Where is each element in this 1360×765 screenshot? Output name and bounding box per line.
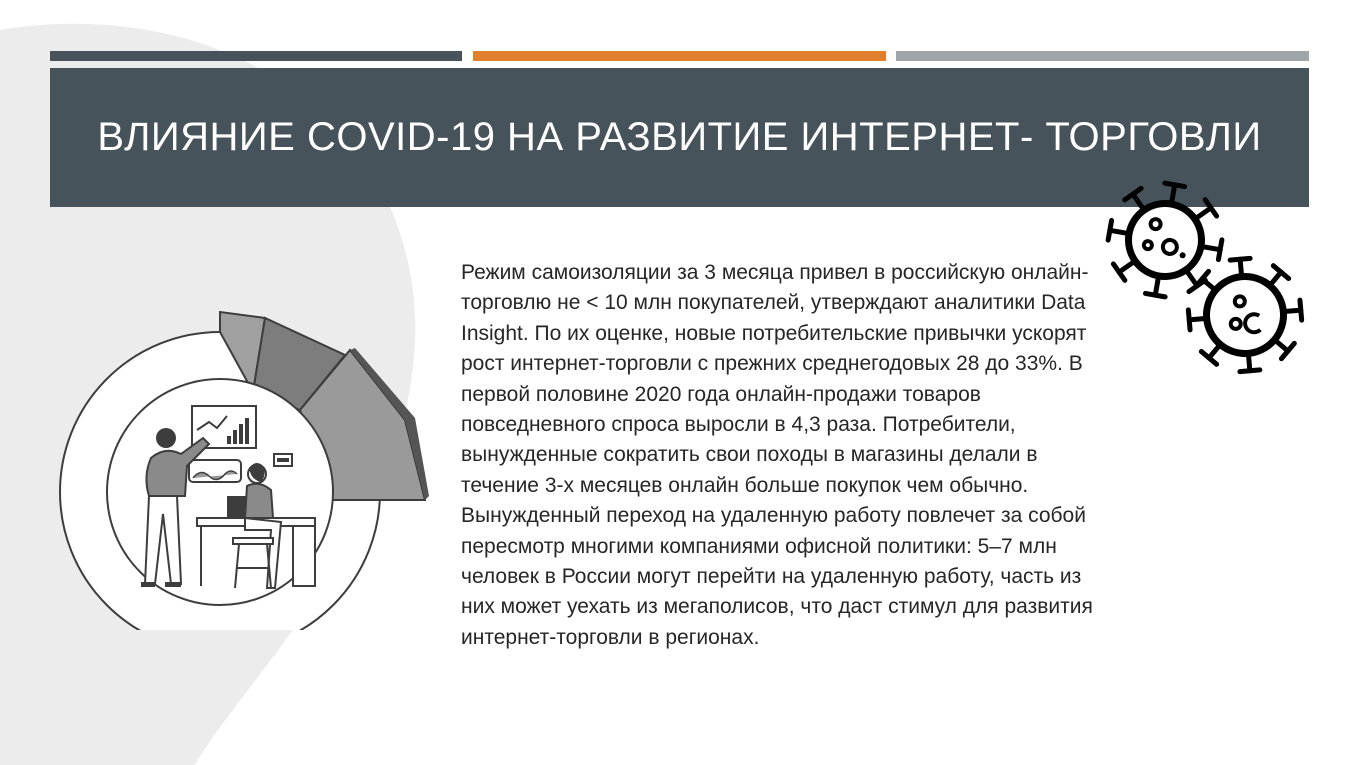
top-bar-orange [473,51,886,61]
virus-icons [1095,170,1320,390]
top-bar-grey [896,51,1309,61]
top-bar-dark [50,51,462,61]
analytics-illustration [55,310,430,630]
virus-icon [1184,254,1305,375]
body-paragraph: Режим самоизоляции за 3 месяца привел в российскую онлайн-торговлю не < 10 млн покупателей, утверждают аналитики Data Insight. По их оценке, новые потребительские привычки ускорят рост интернет-торговли с прежних среднегодовых 28 до 33%. В первой половине 2020 года онлайн-продажи товаров повседневного спроса выросли в 4,3 раза. Потребители, вынужденные сократить свои походы в магазины делали в течение 3-х месяцев онлайн больше покупок чем обычно. Вынужденный переход на удаленную работу повлечет за собой пересмотр многими компаниями офисной политики: 5–7 млн человек в России могут перейти на удаленную работу, часть из них может уехать из мегаполисов, что даст стимул для развития интернет-торговли в регионах. [461,261,1093,649]
slide-title: ВЛИЯНИЕ COVID-19 НА РАЗВИТИЕ ИНТЕРНЕТ- ТОРГОВЛИ [97,115,1262,159]
